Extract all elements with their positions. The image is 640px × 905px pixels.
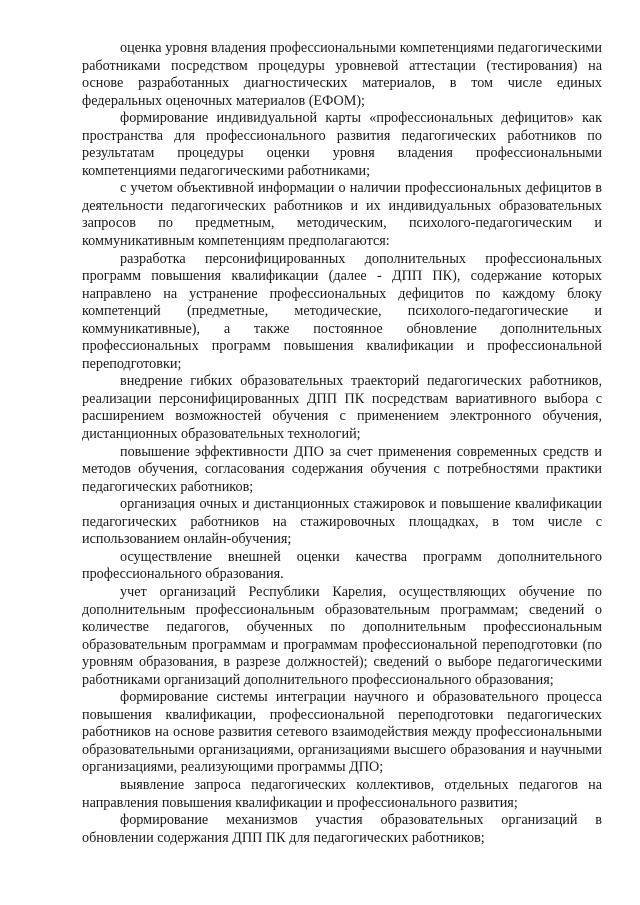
paragraph-personalized-programs: разработка персонифицированных дополнительных профессиональных программ повышения квалификации (далее - ДПП ПК), содержание которых направлено на устранение профессиональных дефицитов по каждому блоку компетенций (предметные, методические, психолого-педагогические и коммуникативные), а также постоянное обновление дополнительных профессиональных программ повышения квалификации и профессиональной переподготовки; bbox=[82, 250, 602, 372]
paragraph-flexible-trajectories: внедрение гибких образовательных траекторий педагогических работников, реализации персонифицированных ДПП ПК посредствам вариативного выбора с расширением возможностей обучения с применением электронного обучения, дистанционных образовательных технологий; bbox=[82, 373, 602, 443]
paragraph-deficit-map: формирование индивидуальной карты «профессиональных дефицитов» как пространства для профессионального развития педагогических работников по результатам процедуры оценки уровня владения профессиональными компетенциями педагогическими работниками; bbox=[82, 110, 602, 179]
document-page bbox=[82, 40, 602, 847]
paragraph-efficiency: повышение эффективности ДПО за счет применения современных средств и методов обучения, согласования содержания обучения с потребностями практики педагогических работников; bbox=[82, 443, 602, 495]
paragraph-collective-requests: выявление запроса педагогических коллективов, отдельных педагогов на направления повышения квалификации и профессионального развития; bbox=[82, 776, 602, 811]
paragraph-external-evaluation: осуществление внешней оценки качества программ дополнительного профессионального образования. bbox=[82, 548, 602, 583]
paragraph-organizations-accounting: учет организаций Республики Карелия, осуществляющих обучение по дополнительным профессиональным образовательным программам; сведений о количестве педагогов, обученных по дополнительным профессиональным образовательным программам и программам профессиональной переподготовки (по уровням образования, в разрезе должностей); сведений о выборе педагогическими работниками организаций дополнительного профессионального образования; bbox=[82, 583, 602, 688]
paragraph-internships: организация очных и дистанционных стажировок и повышение квалификации педагогических работников на стажировочных площадках, в том числе с использованием онлайн-обучения; bbox=[82, 496, 602, 548]
paragraph-competence-assessment: оценка уровня владения профессиональными компетенциями педагогическими работниками посредством процедуры уровневой аттестации (тестирования) на основе разработанных диагностических материалов, в том числе единых федеральных оценочных материалов (ЕФОМ); bbox=[82, 40, 602, 109]
paragraph-objective-info: с учетом объективной информации о наличии профессиональных дефицитов в деятельности педагогических работников и их индивидуальных образовательных запросов по предметным, методическим, психолого-педагогическим и коммуникативным компетенциям предполагаются: bbox=[82, 180, 602, 250]
paragraph-integration-system: формирование системы интеграции научного и образовательного процесса повышения квалификации, профессиональной переподготовки педагогических работников на основе развития сетевого взаимодействия между профессиональными образовательными организациями, организациями высшего образования и научными организациями, реализующими программы ДПО; bbox=[82, 689, 602, 776]
paragraph-participation-mechanisms: формирование механизмов участия образовательных организаций в обновлении содержания ДПП ПК для педагогических работников; bbox=[82, 812, 602, 846]
